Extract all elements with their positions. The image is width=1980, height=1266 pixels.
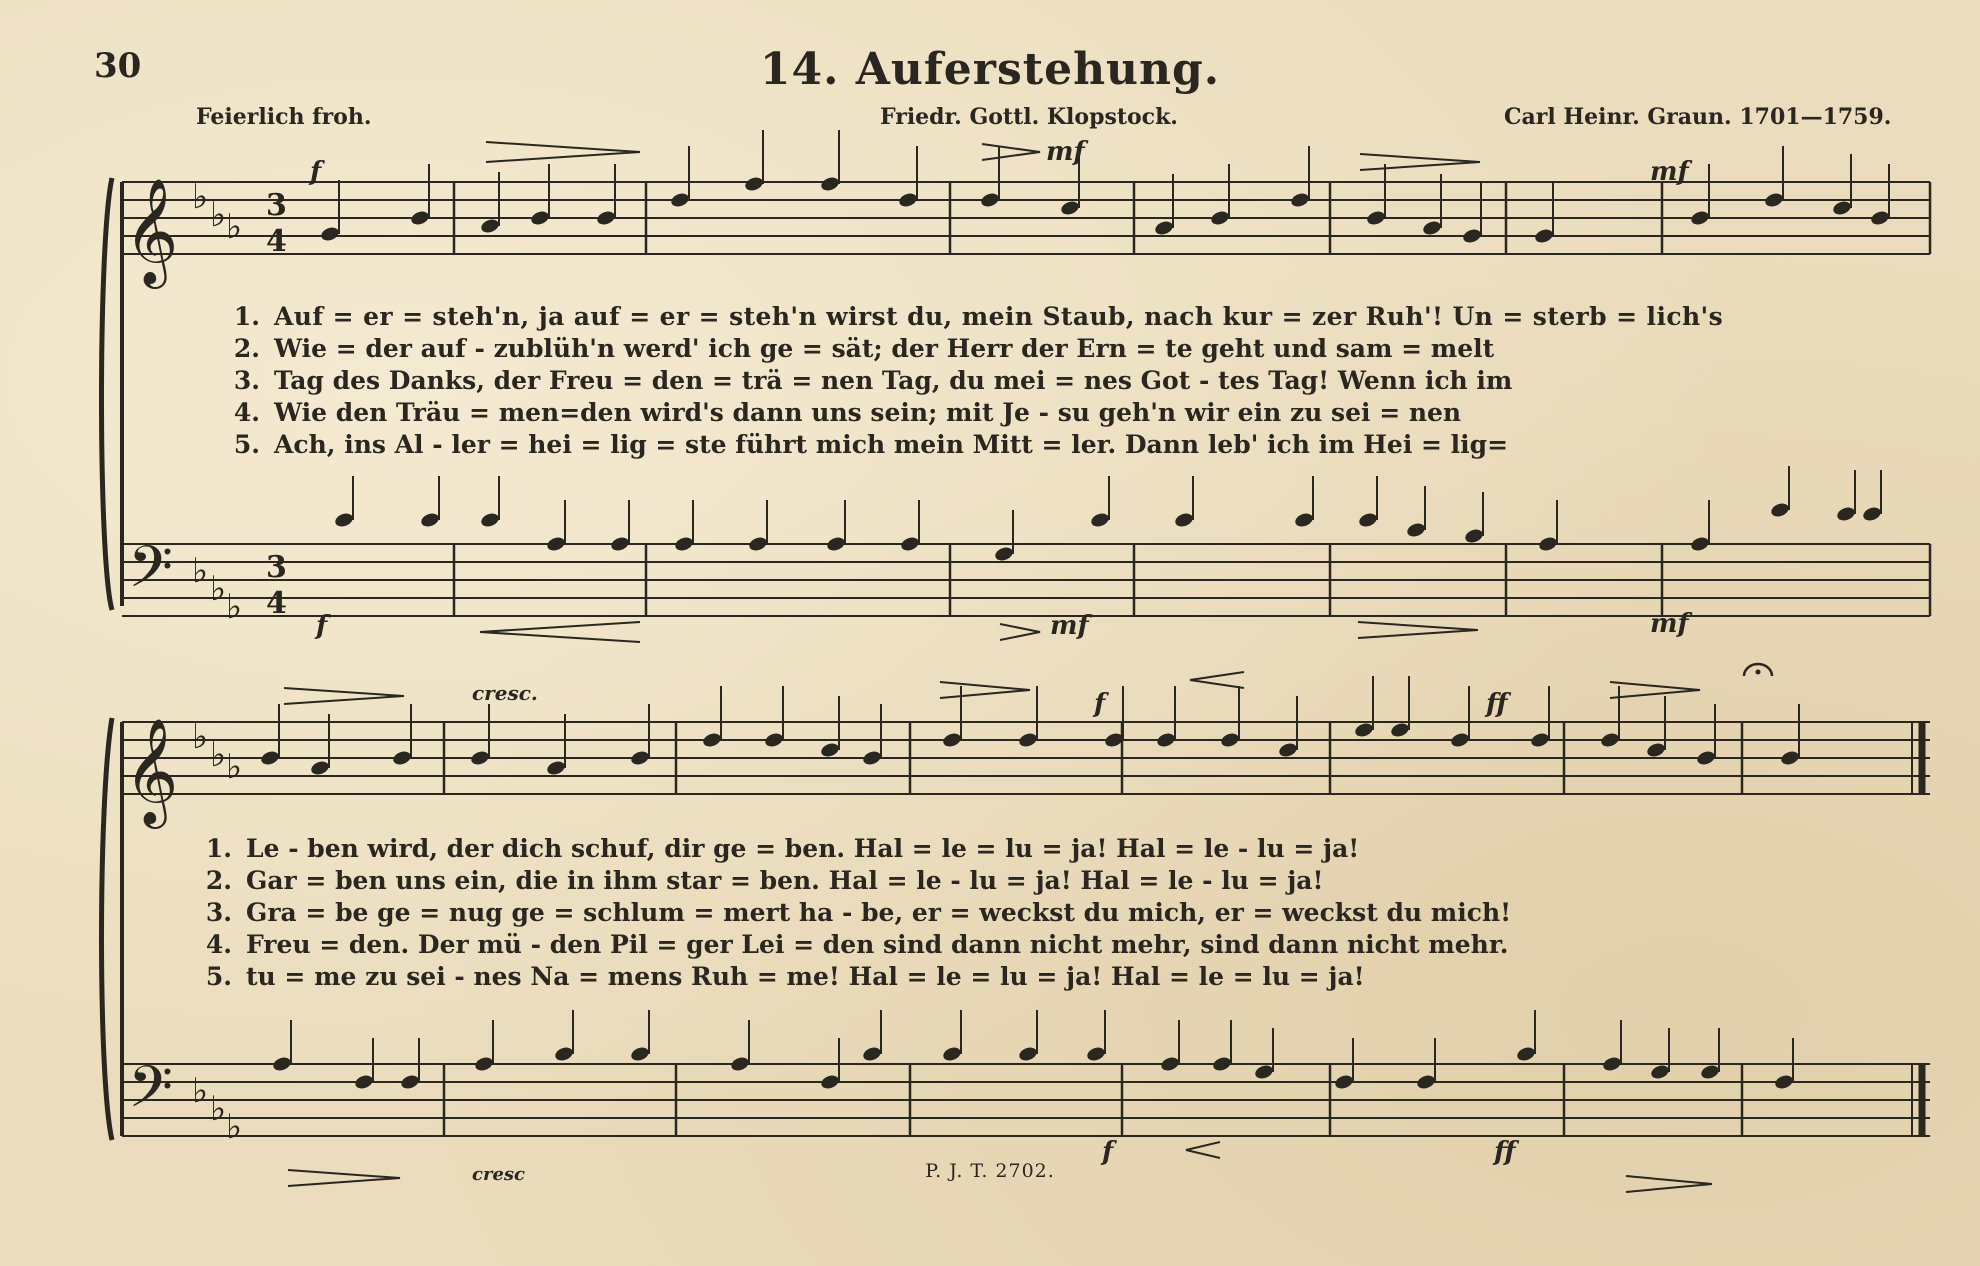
lyrics-system2-verse3: 3. Gra = be ge = nug ge = schlum = mert ha - be, er = weckst du mich, er = weckst du mich! <box>205 898 1512 927</box>
svg-text:♭: ♭ <box>192 551 209 591</box>
system1-bass-staff <box>122 544 1930 616</box>
decrescendo-hairpin <box>1358 622 1478 638</box>
lyrics-system2-verse1: 1. Le - ben wird, der dich schuf, dir ge = ben. Hal = le = lu = ja! Hal = le - lu = ja! <box>205 834 1360 863</box>
svg-text:3: 3 <box>266 550 287 585</box>
hymn-title: 14. Auferstehung. <box>759 44 1221 95</box>
lyricist-credit: Friedr. Gottl. Klopstock. <box>880 104 1178 130</box>
lyrics-system1-verse1: 1. Auf = er = steh'n, ja auf = er = steh'n wirst du, mein Staub, nach kur = zer Ruh'! Un = sterb = lich's <box>233 302 1724 331</box>
svg-text:♭: ♭ <box>210 569 227 609</box>
crescendo-hairpin <box>480 622 640 642</box>
fermata-icon <box>1744 664 1772 676</box>
lyrics-system2-verse4: 4. Freu = den. Der mü - den Pil = ger Lei = den sind dann nicht mehr, sind dann nicht mehr. <box>205 930 1509 959</box>
decrescendo-hairpin <box>284 688 404 704</box>
system1-brace <box>102 178 113 610</box>
svg-text:♭: ♭ <box>226 1107 243 1147</box>
dynamic-ff: ff <box>1486 689 1508 719</box>
treble-clef-icon: 𝄞 <box>124 177 179 284</box>
svg-text:♭: ♭ <box>226 587 243 627</box>
system2-brace <box>102 718 113 1140</box>
svg-text:4: 4 <box>266 224 287 259</box>
system1-treble-staff <box>122 182 1930 254</box>
dynamic-mf: mf <box>1650 609 1689 639</box>
accent-hairpin <box>1000 624 1040 640</box>
dynamics-marks <box>308 137 1693 1185</box>
svg-text:4: 4 <box>266 586 287 621</box>
cresc-marking: cresc <box>472 1164 525 1185</box>
svg-text:♭: ♭ <box>210 735 227 775</box>
dynamic-ff: ff <box>1494 1137 1516 1167</box>
dynamic-mf: mf <box>1650 157 1689 187</box>
lyrics-system1-verse5: 5. Ach, ins Al - ler = hei = lig = ste führt mich mein Mitt = ler. Dann leb' ich im Hei = lig= <box>233 430 1509 459</box>
dynamic-mf: mf <box>1050 611 1089 641</box>
lyrics-system2-verse2: 2. Gar = ben uns ein, die in ihm star = ben. Hal = le - lu = ja! Hal = le - lu = ja! <box>205 866 1324 895</box>
lyrics-system1-verse4: 4. Wie den Träu = men=den wird's dann uns sein; mit Je - su geh'n wir ein zu sei = nen <box>233 398 1462 427</box>
decrescendo-hairpin <box>940 682 1030 698</box>
accent-hairpin <box>982 144 1040 160</box>
bass-clef-icon: 𝄢 <box>128 533 174 615</box>
crescendo-hairpin <box>1186 1142 1220 1158</box>
svg-text:♭: ♭ <box>192 1071 209 1111</box>
composer-credit: Carl Heinr. Graun. 1701—1759. <box>1504 104 1892 130</box>
svg-text:♭: ♭ <box>226 207 243 247</box>
dynamic-f: f <box>1102 1137 1114 1167</box>
cresc-marking: cresc. <box>472 681 538 705</box>
page-number: 30 <box>94 46 142 86</box>
dynamic-f: f <box>1094 689 1106 719</box>
clefs-and-signatures <box>124 177 178 1135</box>
svg-text:♭: ♭ <box>192 177 209 217</box>
svg-text:♭: ♭ <box>210 1089 227 1129</box>
dynamic-mf: mf <box>1046 137 1085 167</box>
dynamic-f: f <box>310 157 322 187</box>
bass-clef-icon: 𝄢 <box>128 1053 174 1135</box>
treble-clef-icon: 𝄞 <box>124 717 179 824</box>
svg-text:3: 3 <box>266 188 287 223</box>
system2-barlines <box>444 722 1922 1136</box>
svg-text:♭: ♭ <box>210 195 227 235</box>
lyrics-system1-verse3: 3. Tag des Danks, der Freu = den = trä = nen Tag, du mei = nes Got - tes Tag! Wenn ich im <box>233 366 1513 395</box>
dynamic-f: f <box>316 611 328 641</box>
publisher-footer: P. J. T. 2702. <box>925 1160 1055 1182</box>
system2-treble-staff <box>122 722 1930 794</box>
svg-text:♭: ♭ <box>226 747 243 787</box>
decrescendo-hairpin <box>1360 154 1480 170</box>
decrescendo-hairpin <box>1610 682 1700 698</box>
crescendo-hairpin <box>1190 672 1244 688</box>
svg-text:♭: ♭ <box>192 717 209 757</box>
tempo-marking: Feierlich froh. <box>196 104 372 130</box>
lyrics-system1-verse2: 2. Wie = der auf - zublüh'n werd' ich ge = sät; der Herr der Ern = te geht und sam = melt <box>233 334 1495 363</box>
decrescendo-hairpin <box>486 142 640 162</box>
lyrics-system2-verse5: 5. tu = me zu sei - nes Na = mens Ruh = me! Hal = le = lu = ja! Hal = le = lu = ja! <box>205 962 1365 991</box>
